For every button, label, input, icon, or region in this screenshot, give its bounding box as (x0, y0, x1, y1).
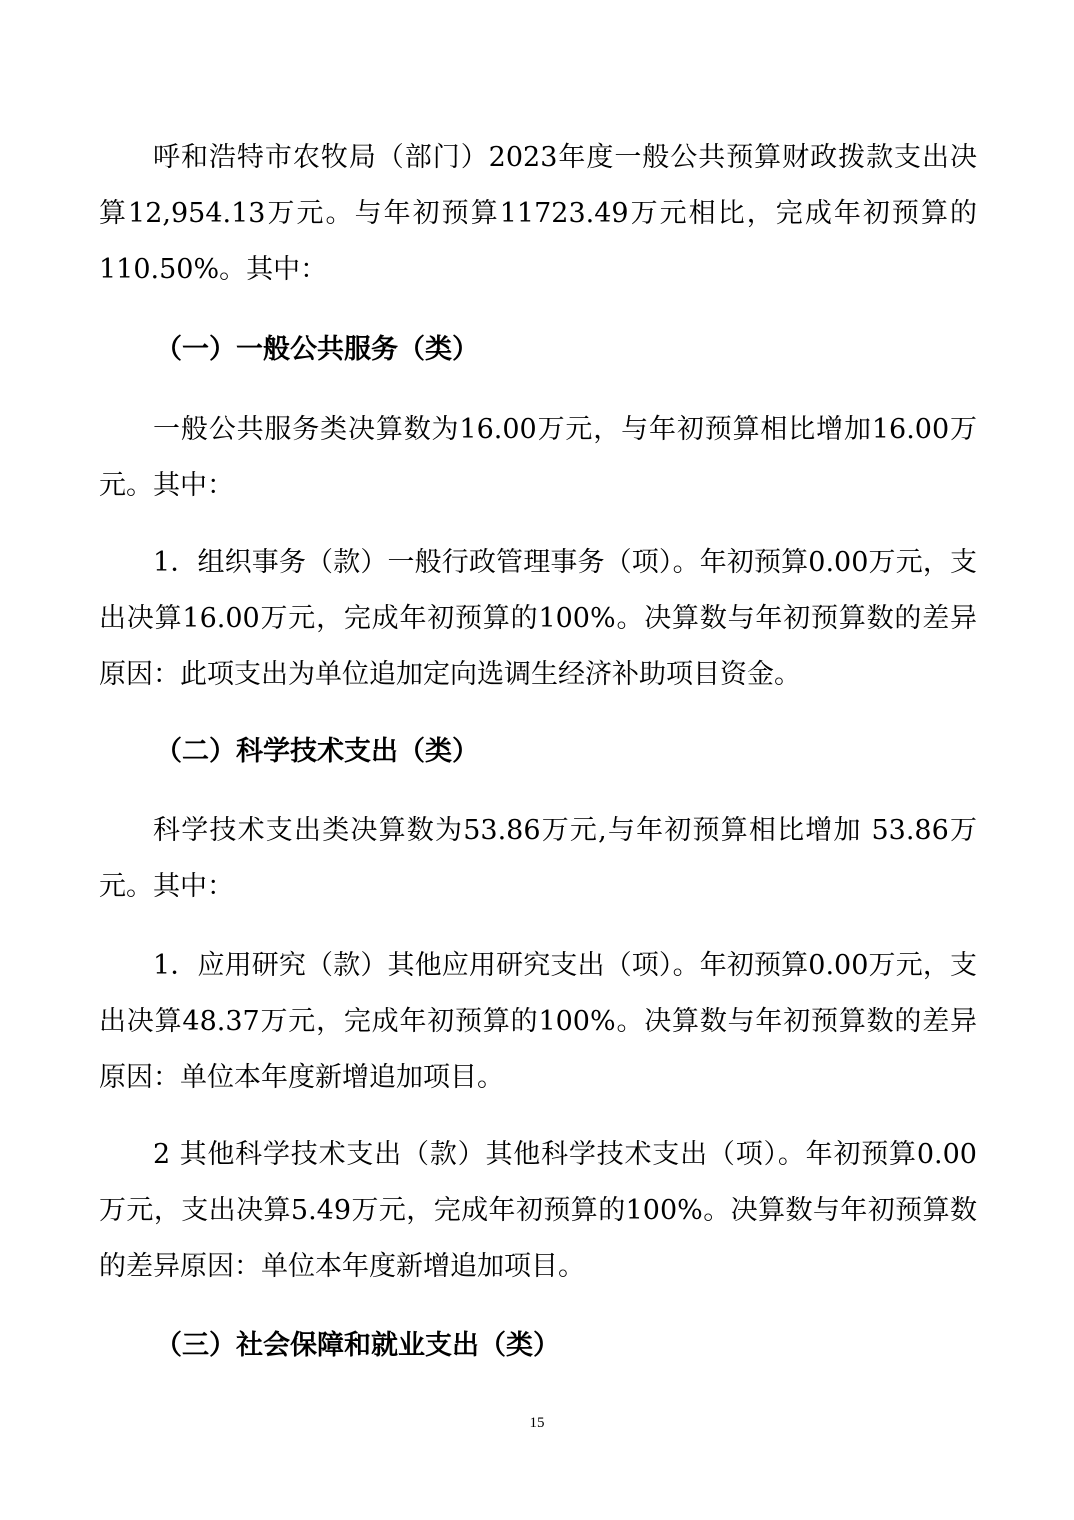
section-summary-general-public-services: 一般公共服务类决算数为16.00万元，与年初预算相比增加16.00万元。其中： (99, 414, 977, 501)
page-number: 15 (529, 1415, 545, 1431)
intro-paragraph: 呼和浩特市农牧局（部门）2023年度一般公共预算财政拨款支出决算12,954.13万元。与年初预算11723.49万元相比，完成年初预算的110.50%。其中： (99, 142, 977, 285)
section-summary-science-technology: 科学技术支出类决算数为53.86万元,与年初预算相比增加 53.86万元。其中： (99, 815, 977, 902)
item-paragraph-other-science-technology: 2 其他科学技术支出（款）其他科学技术支出（项）。年初预算0.00万元，支出决算5.49万元，完成年初预算的100%。决算数与年初预算数的差异原因：单位本年度新增追加项目。 (99, 1139, 977, 1282)
section-heading-general-public-services: （一）一般公共服务（类） (155, 334, 479, 365)
section-heading-science-technology: （二）科学技术支出（类） (155, 736, 479, 767)
item-paragraph-organization-affairs: 1．组织事务（款）一般行政管理事务（项）。年初预算0.00万元，支出决算16.00万元，完成年初预算的100%。决算数与年初预算数的差异原因：此项支出为单位追加定向选调生经济补助项目资金。 (99, 547, 977, 690)
section-heading-social-security: （三）社会保障和就业支出（类） (155, 1330, 560, 1361)
item-paragraph-applied-research: 1．应用研究（款）其他应用研究支出（项）。年初预算0.00万元，支出决算48.37万元，完成年初预算的100%。决算数与年初预算数的差异原因：单位本年度新增追加项目。 (99, 950, 977, 1093)
